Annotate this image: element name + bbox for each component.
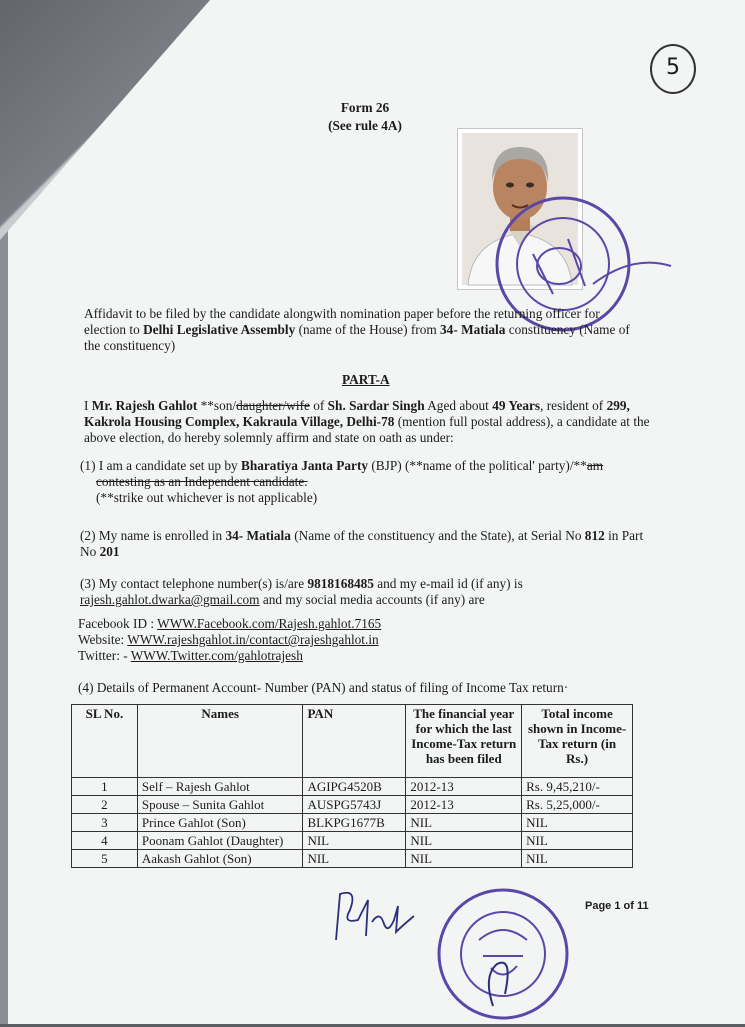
item-1-line-1: (1) I am a candidate set up by Bharatiya Janta Party (BJP) (**name of the political' party)/**am [80,458,604,473]
header-total-income: Total income shown in Income-Tax return (in Rs.) [522,705,633,778]
part-title: PART-A [342,372,390,387]
table-row [72,850,633,868]
item-2-line-2: No 201 [80,544,120,559]
header-sl-no: SL No. [72,705,138,778]
item-1-note: (**strike out whichever is not applicable) [96,490,318,505]
folded-corner [0,0,210,240]
item-3-line-2: rajesh.gahlot.dwarka@gmail.com and my social media accounts (if any) are [80,592,485,607]
header-pan: PAN [303,705,406,778]
header-names: Names [137,705,303,778]
cell-year: 2012-13 [406,796,522,814]
handwritten-page-marker: 5 [650,44,696,94]
pan-table [71,704,633,868]
intro-line-2: election to Delhi Legislative Assembly (name of the House) from 34- Matiala constituency (Name of [84,322,630,337]
item-1-line-2: contesting as an Independent candidate. [96,474,308,489]
page-footer: Page 1 of 11 [585,900,649,912]
cell-name: Spouse – Sunita Gahlot [137,796,303,814]
facebook-link[interactable]: WWW.Facebook.com/Rajesh.gahlot.7165 [157,616,382,631]
cell-pan: AGIPG4520B [303,778,406,796]
cell-name: Self – Rajesh Gahlot [137,778,303,796]
item-3-line-1: (3) My contact telephone number(s) is/are 9818168485 and my e-mail id (if any) is [80,576,523,591]
cell-sl: 4 [72,832,138,850]
cell-name: Prince Gahlot (Son) [137,814,303,832]
cell-income: NIL [522,850,633,868]
cell-sl: 5 [72,850,138,868]
notary-stamp-bottom [433,886,573,1027]
table-row [72,814,633,832]
cell-sl: 2 [72,796,138,814]
declaration-line-2: Kakrola Housing Complex, Kakraula Village, Delhi-78 (mention full postal address), a candidate at the [84,414,650,429]
cell-year: NIL [406,814,522,832]
cell-income: NIL [522,832,633,850]
item-2-line-1: (2) My name is enrolled in 34- Matiala (Name of the constituency and the State), at Serial No 812 in Part [80,528,644,543]
intro-line-1: Affidavit to be filed by the candidate alongwith nomination paper before the returning officer for [84,306,600,321]
twitter-link[interactable]: WWW.Twitter.com/gahlotrajesh [130,648,303,663]
cell-pan: AUSPG5743J [303,796,406,814]
website-row: Website: WWW.rajeshgahlot.in/contact@rajeshgahlot.in [78,632,379,647]
cell-sl: 3 [72,814,138,832]
cell-name: Aakash Gahlot (Son) [137,850,303,868]
declaration-line-1: I Mr. Rajesh Gahlot **son/daughter/wife of Sh. Sardar Singh Aged about 49 Years, resident of 299, [84,398,630,413]
table-header-row [72,705,633,778]
form-title: Form 26 [340,100,390,115]
cell-sl: 1 [72,778,138,796]
table-row [72,796,633,814]
candidate-signature [328,880,418,957]
twitter-row: Twitter: - WWW.Twitter.com/gahlotrajesh [78,648,303,663]
item-4-heading: (4) Details of Permanent Account- Number (PAN) and status of filing of Income Tax return· [78,680,569,695]
email-link[interactable]: rajesh.gahlot.dwarka@gmail.com [80,592,260,607]
facebook-row: Facebook ID : WWW.Facebook.com/Rajesh.gahlot.7165 [78,616,382,631]
cell-income: Rs. 9,45,210/- [522,778,633,796]
signature-icon [328,880,418,952]
cell-income: Rs. 5,25,000/- [522,796,633,814]
website-link[interactable]: WWW.rajeshgahlot.in/contact@rajeshgahlot.in [127,632,379,647]
cell-income: NIL [522,814,633,832]
cell-pan: BLKPG1677B [303,814,406,832]
table-row [72,778,633,796]
cell-pan: NIL [303,850,406,868]
notary-seal-icon [433,886,573,1022]
form-rule: (See rule 4A) [328,118,402,133]
declaration-line-3: above election, do hereby solemnly affirm and state on oath as under: [84,430,454,445]
cell-year: NIL [406,832,522,850]
intro-line-3: the constituency) [84,338,176,353]
table-row [72,832,633,850]
header-financial-year: The financial year for which the last Income-Tax return has been filed [406,705,522,778]
cell-name: Poonam Gahlot (Daughter) [137,832,303,850]
cell-year: 2012-13 [406,778,522,796]
cell-pan: NIL [303,832,406,850]
cell-year: NIL [406,850,522,868]
